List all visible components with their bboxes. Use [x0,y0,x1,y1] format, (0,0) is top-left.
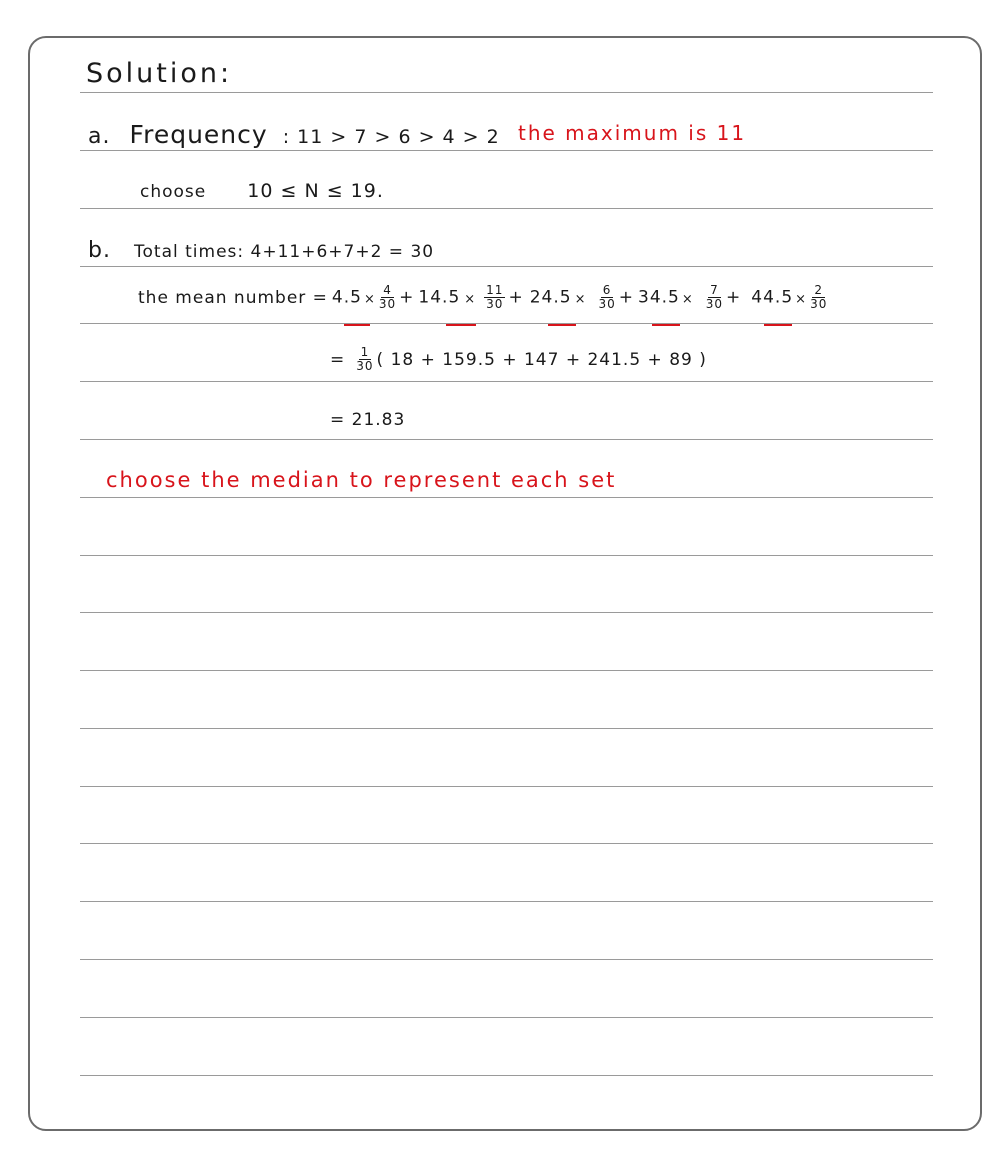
ruled-line [80,555,933,556]
red-underline [764,324,792,326]
ruled-line [80,92,933,93]
ruled-line [80,497,933,498]
times-sign: × [681,291,694,307]
term-value: 24.5 [529,287,572,308]
choose-word: choose [140,182,207,202]
total-times: Total times: 4+11+6+7+2 = 30 [134,242,435,262]
ruled-line [80,786,933,787]
fraction-denominator: 30 [705,297,724,311]
ruled-line [80,843,933,844]
fraction-numerator: 1 [360,345,370,359]
fraction-denominator: 30 [486,297,504,311]
term-value: 34.5 [638,287,680,308]
fraction-numerator: 2 [814,283,824,297]
sum-expression: ( 18 + 159.5 + 147 + 241.5 + 89 ) [376,349,707,370]
fraction-denominator: 30 [810,297,828,311]
part-b-label: b. [88,238,111,263]
ruled-line [80,1075,933,1076]
ruled-line [80,670,933,671]
ruled-line [80,1017,933,1018]
ruled-line [80,612,933,613]
page-title: Solution: [86,58,233,89]
fraction [356,346,373,373]
fraction [598,284,615,311]
ruled-line [80,323,933,324]
term [638,284,741,311]
red-underline [652,324,680,326]
mean-result: = 21.83 [330,410,406,430]
total-times-line [88,238,434,263]
red-underline [344,324,370,326]
times-sign: × [574,291,587,307]
part-a-line [88,120,500,149]
frequency-sequence: : 11 > 7 > 6 > 4 > 2 [282,126,500,148]
fraction-denominator: 30 [356,359,374,373]
fraction-numerator: 11 [486,283,504,297]
term [418,284,523,311]
fraction-denominator: 30 [378,297,397,311]
term [751,284,830,311]
ruled-line [80,266,933,267]
term-value: 44.5 [751,287,794,308]
ruled-line [80,728,933,729]
ruled-line [80,208,933,209]
fraction-numerator: 6 [602,283,612,297]
fraction [379,284,396,311]
times-sign: × [795,291,808,307]
ruled-line [80,150,933,151]
part-a-label: a. [88,124,111,149]
ruled-line [80,959,933,960]
fraction-denominator: 30 [598,297,616,311]
fraction [810,284,827,311]
term-value: 4.5 [331,287,362,308]
times-sign: × [464,291,477,307]
ruled-line [80,381,933,382]
term-value: 14.5 [418,287,461,308]
red-underline [446,324,476,326]
choose-range-line [140,180,384,202]
range-expression: 10 ≤ N ≤ 19. [247,180,384,202]
frequency-heading: Frequency [129,120,268,149]
fraction [484,284,505,311]
term [332,284,414,311]
fraction-numerator: 4 [383,283,392,297]
plus-sign: + [618,287,634,308]
mean-formula-line [138,284,830,311]
plus-sign: + [508,287,524,308]
mean-lhs: the mean number = [138,287,328,308]
ruled-line [80,439,933,440]
maximum-note: the maximum is 11 [518,121,747,145]
term [530,284,634,311]
ruled-line [80,901,933,902]
plus-sign: + [726,287,742,308]
times-sign: × [363,291,376,307]
fraction-numerator: 7 [710,283,719,297]
mean-expansion-line [330,346,707,373]
plus-sign: + [399,287,415,308]
median-note: choose the median to represent each set [106,468,617,492]
equals-sign: = [330,349,346,370]
red-underline [548,324,576,326]
fraction [706,284,723,311]
